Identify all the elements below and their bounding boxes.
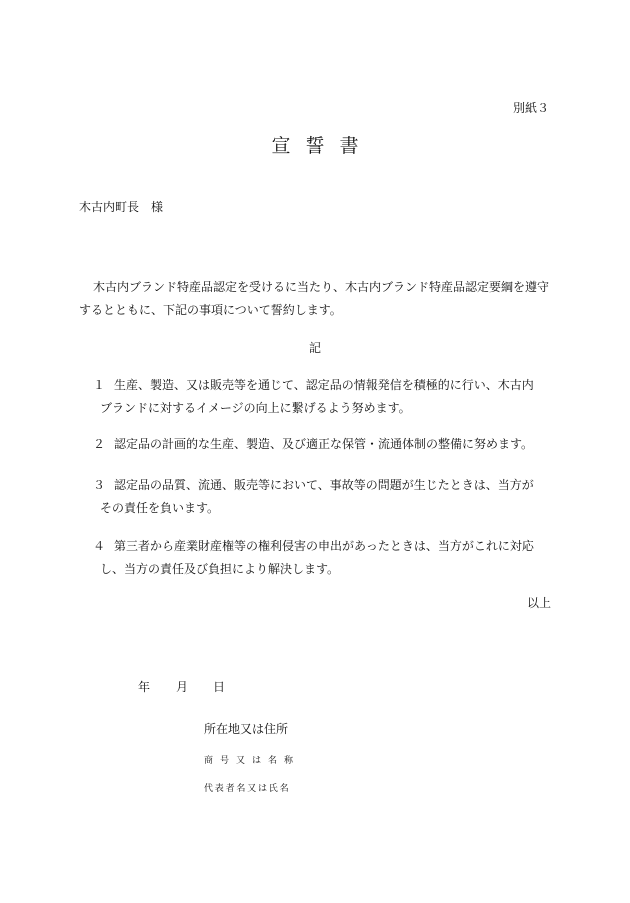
pledge-item-text: し、当方の責任及び負担により解決します。: [100, 562, 340, 576]
pledge-item: [93, 535, 553, 581]
date-day-label: 日: [213, 680, 226, 694]
pledge-item-number: １: [93, 378, 106, 392]
pledge-item-text: 第三者から産業財産権等の権利侵害の申出があったときは、当方がこれに対応: [114, 539, 534, 553]
pledge-item-text: 認定品の計画的な生産、製造、及び適正な保管・流通体制の整備に努めます。: [114, 437, 534, 451]
date-month-label: 月: [176, 680, 189, 694]
pledge-item-number: ３: [93, 478, 106, 492]
document-title: 宣誓書: [271, 135, 374, 157]
pledge-item: [93, 433, 553, 456]
trade-name-label: 商号又は名称: [204, 756, 301, 766]
pledge-item-text: その責任を負います。: [100, 501, 220, 515]
pledge-item-number: ４: [93, 539, 106, 553]
ki-heading: 記: [308, 341, 321, 355]
intro-line: するとともに、下記の事項について誓約します。: [79, 303, 342, 317]
intro-paragraph: [79, 276, 553, 322]
representative-label: 代表者名又は氏名: [204, 784, 291, 794]
pledge-item-text: 認定品の品質、流通、販売等において、事故等の問題が生じたときは、当方が: [114, 478, 534, 492]
attachment-label: 別紙３: [512, 101, 549, 115]
addressee: 木古内町長 様: [79, 200, 164, 214]
pledge-item-number: ２: [93, 437, 106, 451]
intro-line: 木古内ブランド特産品認定を受けるに当たり、木古内ブランド特産品認定要綱を遵守: [93, 280, 550, 294]
date-year-label: 年: [138, 680, 151, 694]
address-label: 所在地又は住所: [204, 722, 289, 736]
pledge-item-text: ブランドに対するイメージの向上に繋げるよう努めます。: [100, 401, 411, 415]
pledge-item-text: 生産、製造、又は販売等を通じて、認定品の情報発信を積極的に行い、木古内: [114, 378, 534, 392]
pledge-item: [93, 474, 553, 520]
closing-ijo: 以上: [526, 596, 551, 610]
pledge-item: [93, 374, 553, 420]
